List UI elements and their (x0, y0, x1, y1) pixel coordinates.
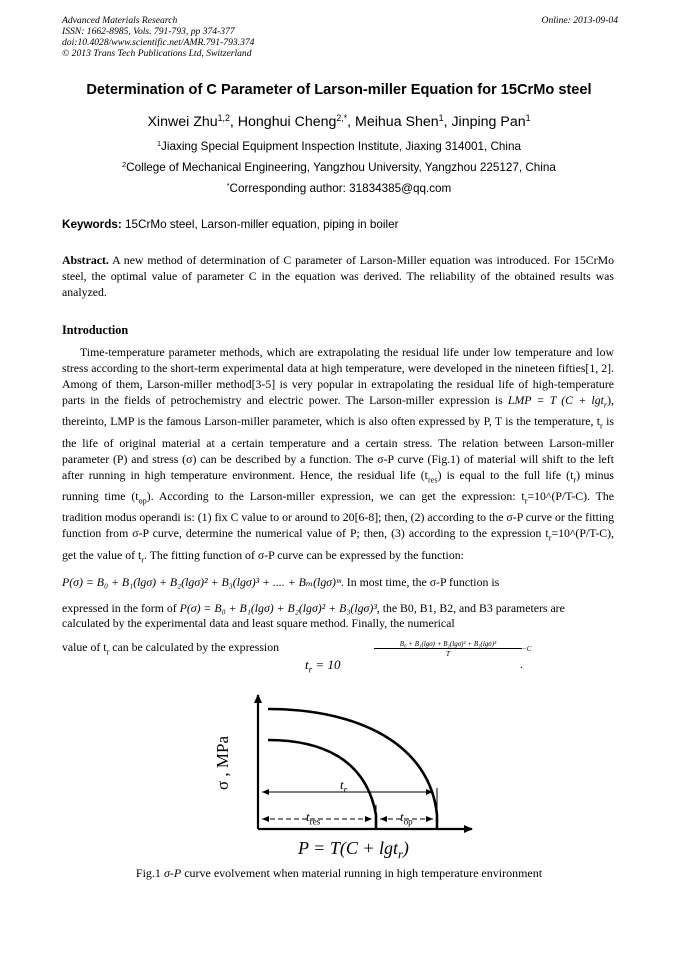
general-fit-formula: P(σ) = B₀ + B₁(lgσ) + B₂(lgσ)² + B₃(lgσ)³ + .... + Bₘ(lgσ)ᵐ (62, 575, 341, 589)
keywords-label: Keywords: (62, 218, 122, 231)
aff-sup: 2 (122, 160, 127, 170)
online-date: Online: 2013-09-04 (541, 15, 618, 26)
journal-name: Advanced Materials Research (62, 15, 178, 26)
sub: op (403, 816, 413, 827)
t: t (340, 777, 344, 792)
tr-formula-lhs (305, 657, 340, 675)
aff-text: College of Mechanical Engineering, Yangzhou University, Yangzhou 225127, China (126, 161, 556, 174)
aff-sup: 1 (157, 139, 162, 149)
sub: res (427, 475, 438, 485)
sub: r (141, 555, 145, 565)
intro-text: =10^(P/T-C). The tradition modus operandi is: (1) fix C value to or around to 20[6-8]; then, (2) according to the σ-P curve or the fitting function from σ-P curve, determine the numerical value of P; then, (3) according to the expression t (62, 489, 614, 541)
intro-text: value of t (62, 640, 107, 654)
sub: res (309, 816, 321, 827)
sub: r (573, 475, 577, 485)
intro-text: ) minus running time (t (62, 467, 614, 504)
formula-line-1 (62, 575, 614, 590)
lmp-equation: LMP = T (C + lgt (507, 393, 604, 407)
sub: r (308, 664, 313, 675)
author-sup: 1 (525, 113, 531, 124)
x-label-end: ) (402, 838, 409, 858)
tr-formula-tail: −C (522, 645, 532, 653)
author-sup: 1 (438, 113, 444, 124)
label-tr (340, 777, 347, 795)
x-label-text: P = T(C + lgt (298, 838, 398, 858)
figure-x-label (298, 838, 409, 863)
affiliation-2 (0, 161, 678, 174)
intro-text: can be calculated by the expression (109, 640, 279, 654)
introduction-body (62, 344, 614, 568)
figure-y-label: σ , MPa (213, 735, 232, 790)
formula-t: t (305, 657, 309, 672)
aff-text: Corresponding author: 31834385@qq.com (229, 182, 452, 195)
issn: ISSN: 1662-8985, Vols. 791-793, pp 374-377 (62, 26, 235, 37)
sub: r (600, 421, 603, 431)
doi: doi:10.4028/www.scientific.net/AMR.791-793.374 (62, 37, 255, 48)
intro-text: Time-temperature parameter methods, which are extrapolating the residual life under low temperature and low stress according to the short-term experimental data at high temperature, were developed in the nineteen fifties[1, 2]. Among of them, Larson-miller method[3-5] is very popular in extrapolating the residual life of high-temperature parts in the fields of petrochemistry and electric power. The Larson-miller expression is (62, 345, 614, 407)
abstract-label: Abstract. (62, 253, 109, 267)
sub: r (548, 533, 552, 543)
section-heading-introduction: Introduction (62, 323, 129, 337)
intro-text: ). According to the Larson-miller expression, we can get the expression: t (146, 489, 525, 504)
author-list: Xinwei Zhu$^{1,2}$, Honghui Cheng$^{2,*}$, Meihua Shen$^1$, Jinping Pan$^1$ (147, 113, 531, 130)
author-name: Jinping Pan (451, 114, 526, 130)
intro-text: . The fitting function of σ-P curve can be expressed by the function: (144, 547, 464, 562)
intro-text: =10^(P/T-C), get the value of t (62, 526, 614, 562)
intro-text: . In most time, the σ-P function is (340, 575, 500, 589)
intro-text: ), thereinto, LMP is the famous Larson-miller parameter, which is also often expressed by P, T is the temperature, t (62, 393, 614, 429)
t: t (306, 809, 310, 824)
sub: r (397, 847, 403, 862)
sub: r (603, 400, 608, 410)
keywords (62, 218, 399, 231)
keywords-text: 15CrMo steel, Larson-miller equation, piping in boiler (125, 218, 399, 231)
sub: r (524, 496, 528, 506)
caption-label: Fig.1 (135, 866, 161, 880)
sub: op (138, 496, 147, 506)
intro-text: is the life of original material at a certain temperature and a certain stress. The relation between Larson-miller parameter (P) and stress (σ) can be described by a function. The σ-P curve (Fig.1) of material will shift to the left after running in high temperature environment. Hence, the residual life (t (62, 414, 614, 482)
aff-text: Jiaxing Special Equipment Inspection Institute, Jiaxing 314001, China (161, 140, 521, 153)
figure-caption (0, 866, 678, 881)
author-name: Meihua Shen (355, 114, 439, 130)
author-sup: 1,2 (217, 113, 230, 124)
tr-formula-exponent-num: B₀ + B₁(lgσ) + B₂(lgσ)² + B₃(lgσ)³ (374, 640, 522, 649)
aff-sup: * (226, 181, 230, 191)
label-tres (306, 809, 320, 827)
sub: r (106, 647, 110, 657)
paper-title: Determination of C Parameter of Larson-miller Equation for 15CrMo steel (86, 82, 592, 98)
shifted-sp-curve (268, 740, 376, 829)
cubic-fit-formula: P(σ) = B₀ + B₁(lgσ) + B₂(lgσ)² + B₃(lgσ)³ (179, 601, 377, 615)
intro-text: expressed in the form of (62, 601, 177, 615)
intro-text: , the B0, B1, B2, and B3 parameters are calculated by the experimental data and least square method. Finally, the numerical (62, 601, 565, 630)
formula-line-2 (62, 601, 614, 631)
abstract-text: A new method of determination of C parameter of Larson-Miller equation was introduced. For 15CrMo steel, the optimal value of parameter C in the equation was derived. The reliability of the obtained results was analyzed. (62, 253, 614, 299)
copyright: © 2013 Trans Tech Publications Ltd, Switzerland (62, 48, 252, 59)
abstract (62, 252, 614, 300)
caption-symbol: σ-P (163, 866, 182, 880)
affiliation-1 (0, 140, 678, 153)
author-name: Honghui Cheng (237, 114, 337, 130)
intro-text: ) is equal to the full life (t (437, 467, 574, 482)
author-name: Xinwei Zhu (147, 114, 218, 130)
tr-formula-exponent-den: T (446, 650, 450, 658)
sub: r (343, 784, 348, 795)
label-top (400, 809, 413, 827)
formula-line-3: value of $t_r$ can be calculated by the expression $t_r = 10$ B₀ + B₁(lgσ) + B₂(lgσ)² + B₃(lgσ)³ T −C . (62, 640, 532, 675)
corresponding-author (0, 182, 678, 195)
formula-base: = 10 (315, 657, 341, 672)
journal-header (62, 15, 618, 59)
author-sup: 2,* (336, 113, 348, 124)
t: t (400, 809, 404, 824)
caption-text: curve evolvement when material running in high temperature environment (184, 866, 543, 880)
